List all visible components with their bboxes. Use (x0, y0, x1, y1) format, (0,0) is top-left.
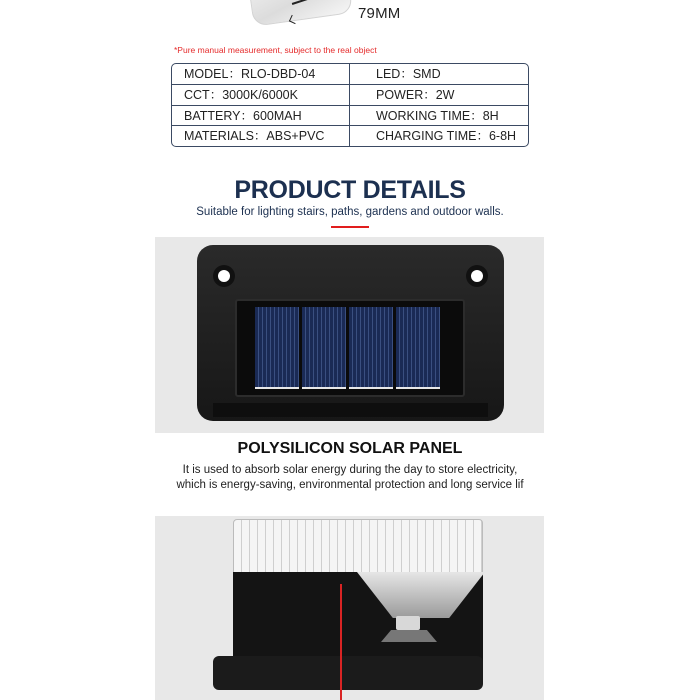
spec-working-time: WORKING TIME：8H (376, 108, 499, 123)
solar-cell (302, 307, 346, 387)
solar-panel-photo (155, 237, 544, 433)
spec-model: MODEL：RLO-DBD-04 (172, 64, 350, 84)
feature-description-line: It is used to absorb solar energy during the day to store electricity, (182, 464, 518, 476)
light-base (213, 656, 483, 690)
mount-hole-icon (466, 265, 488, 287)
light-sensor (396, 616, 420, 630)
section-subtitle: Suitable for lighting stairs, paths, gardens and outdoor walls. (196, 206, 504, 218)
title-underline (331, 226, 369, 228)
dimension-label: 79MM (358, 5, 401, 22)
spec-row (172, 85, 528, 106)
light-diffuser (233, 519, 483, 573)
busbar (349, 387, 393, 389)
v-cut-window (357, 572, 485, 618)
spec-table (171, 63, 529, 147)
spec-charging-time: CHARGING TIME：6-8H (376, 129, 517, 144)
feature-title: POLYSILICON SOLAR PANEL (237, 440, 463, 457)
spec-row (172, 126, 528, 147)
light-front-photo (155, 516, 544, 700)
section-title: PRODUCT DETAILS (234, 176, 466, 204)
solar-cells (235, 299, 465, 397)
feature-description (0, 463, 700, 493)
spec-row (172, 106, 528, 127)
solar-frame (197, 245, 504, 421)
solar-cell (396, 307, 440, 387)
solar-cell (255, 307, 299, 387)
spec-power: POWER：2W (376, 87, 455, 102)
solar-cell (349, 307, 393, 387)
frame-lip (213, 403, 488, 417)
feature-description-line: which is energy-saving, environmental protection and long service lif (176, 479, 524, 491)
sensor-plate (381, 630, 437, 642)
product-photo-top (247, 0, 353, 27)
arrow-head-icon (289, 15, 298, 24)
spec-row (172, 64, 528, 85)
callout-pointer-line (340, 584, 342, 700)
measurement-disclaimer: *Pure manual measurement, subject to the real object (174, 45, 377, 55)
busbar (396, 387, 440, 389)
spec-led: LED：SMD (376, 67, 441, 81)
spec-materials: MATERIALS：ABS+PVC (172, 126, 350, 147)
spec-battery: BATTERY：600MAH (172, 106, 350, 126)
busbar (302, 387, 346, 389)
spec-cct: CCT：3000K/6000K (172, 85, 350, 105)
mount-hole-icon (213, 265, 235, 287)
busbar (255, 387, 299, 389)
